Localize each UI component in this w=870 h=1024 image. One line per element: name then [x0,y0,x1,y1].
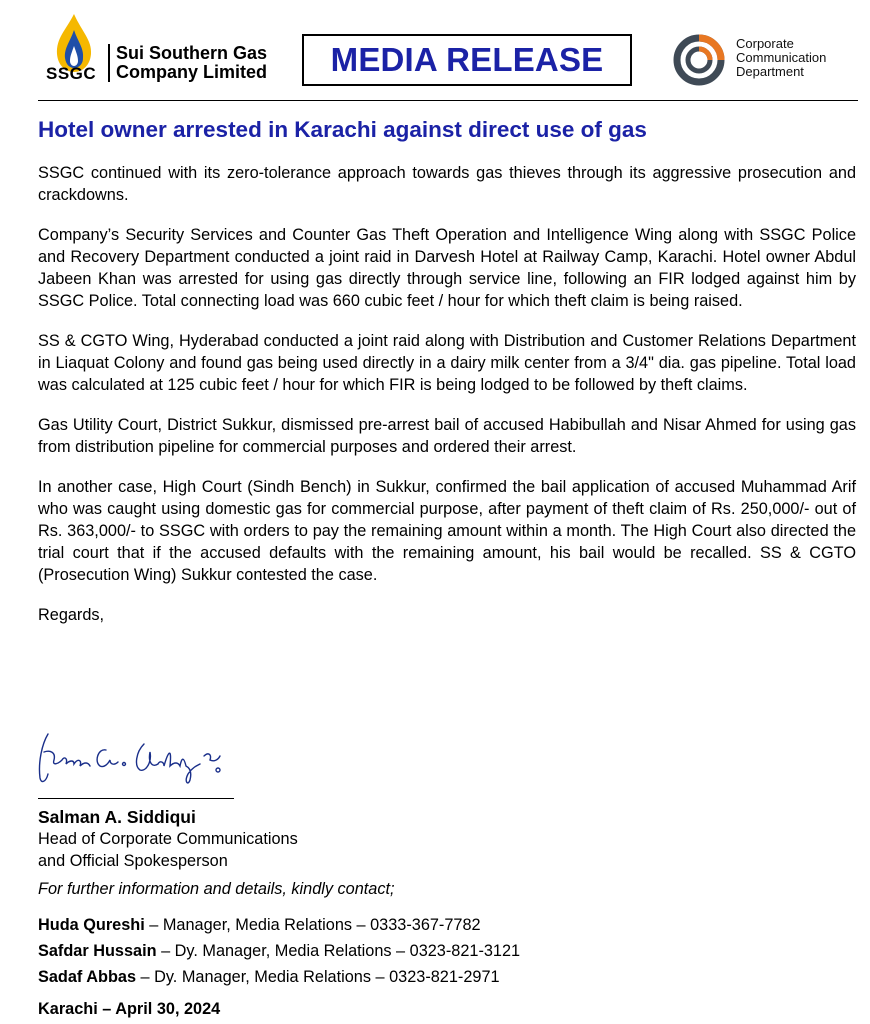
paragraph: SSGC continued with its zero-tolerance approach towards gas thieves through its aggressive prosecution and crackdowns. [38,164,856,204]
company-name-line1: Sui Southern Gas [116,43,268,63]
department-line3: Department [736,64,804,79]
ccd-ring-logo [672,33,726,87]
company-name-line2: Company Limited [116,62,268,82]
media-release-label: MEDIA RELEASE [330,41,604,78]
contact-name: Sadaf Abbas [38,968,137,986]
contact-item [38,964,520,990]
paragraph: Company’s Security Services and Counter Gas Theft Operation and Intelligence Wing along with SSGC Police and Recovery Department conducted a joint raid in Darvesh Hotel at Railway Camp, Karachi. Hotel owner Abdul Jabeen Khan was arrested for using gas directly through service line, following an FIR lodged against him by SSGC Police. Total connecting load was 660 cubic feet / hour for which theft claim is being raised. [38,226,856,310]
contact-item [38,912,520,938]
header-divider [38,100,858,101]
paragraph: SS & CGTO Wing, Hyderabad conducted a joint raid along with Distribution and Customer Relations Department in Liaquat Colony and found gas being used directly in a dairy milk center from a 3/4" dia. gas pipeline. Total load was calculated at 125 cubic feet / hour for which FIR is being lodged to be followed by theft claims. [38,332,856,394]
release-body [38,162,856,626]
signature-line [38,798,234,799]
handwritten-signature [34,722,240,792]
contact-details: – Dy. Manager, Media Relations – 0323-821-2971 [136,968,500,986]
contact-details: – Manager, Media Relations – 0333-367-7782 [144,916,481,934]
department-name [736,37,826,79]
contact-name: Safdar Hussain [38,942,157,960]
company-name [108,44,267,82]
release-title: Hotel owner arrested in Karachi against direct use of gas [38,117,647,142]
letterhead [0,0,870,100]
ssgc-abbreviation: SSGC [46,64,97,83]
contact-intro: For further information and details, kindly contact; [38,880,395,898]
regards: Regards, [38,606,105,624]
media-release-box [302,34,632,86]
signer-title-line2: and Official Spokesperson [38,852,228,870]
signer-title-line1: Head of Corporate Communications [38,830,298,848]
dateline: Karachi – April 30, 2024 [38,1000,221,1018]
signer-name: Salman A. Siddiqui [38,807,196,827]
contact-list [38,912,520,990]
contact-details: – Dy. Manager, Media Relations – 0323-821-3121 [156,942,521,960]
contact-name: Huda Qureshi [38,916,145,934]
signer-block [38,806,298,872]
contact-item [38,938,520,964]
department-line1: Corporate [736,36,794,51]
department-line2: Communication [736,50,827,65]
paragraph: In another case, High Court (Sindh Bench) in Sukkur, confirmed the bail application of accused Muhammad Arif who was caught using domestic gas for commercial purpose, after payment of theft claim of Rs. 250,000/- out of Rs. 363,000/- to SSGC with orders to pay the remaining amount within a month. The High Court also directed the trial court that if the accused defaults with the remaining amount, his bail would be recalled. SS & CGTO (Prosecution Wing) Sukkur contested the case. [38,478,856,584]
paragraph: Gas Utility Court, District Sukkur, dismissed pre-arrest bail of accused Habibullah and Nisar Ahmed for using gas from distribution pipeline for commercial purposes and ordered their arrest. [38,416,856,456]
